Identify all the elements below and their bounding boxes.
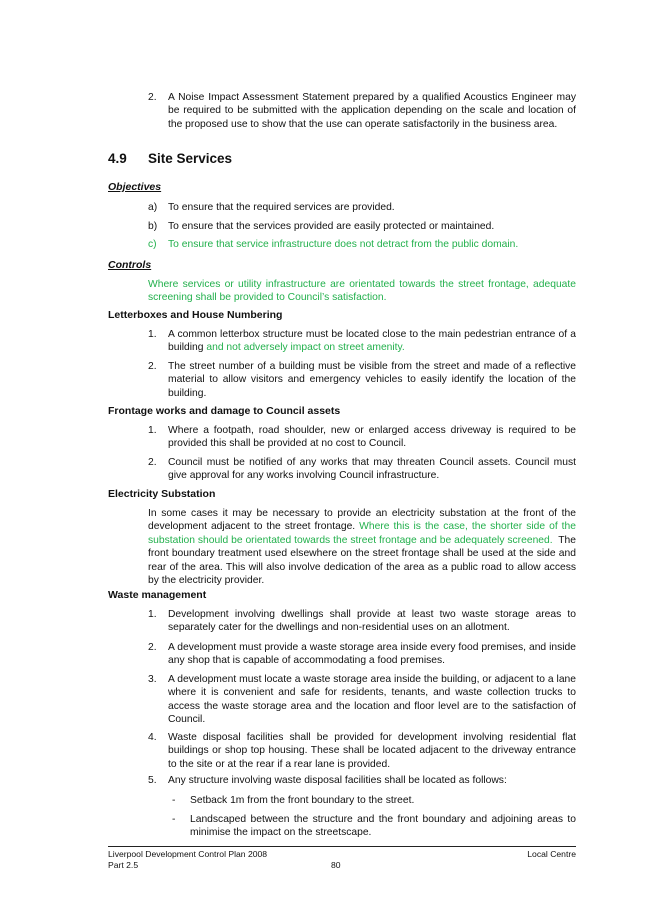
objective-text: To ensure that the services provided are easily protected or maintained. — [168, 221, 495, 232]
dash-item-text: Landscaped between the structure and the front boundary and adjoining areas to minimise the impact on the streetscape. — [190, 814, 576, 839]
controls-heading: Controls — [108, 259, 152, 271]
list-number: 2. — [148, 92, 157, 103]
objective-label: b) — [148, 221, 158, 232]
objective-text: To ensure that service infrastructure does not detract from the public domain. — [168, 239, 519, 250]
frontage-text: Where a footpath, road shoulder, new or enlarged access driveway is required to be provided this shall be provided at no cost to Council. — [168, 425, 576, 450]
list-number: 1. — [148, 609, 157, 620]
waste-text: Development involving dwellings shall provide at least two waste storage areas to separately cater for the dwellings and non-residential uses on an allotment. — [168, 609, 576, 634]
footer-rule — [108, 846, 576, 847]
electricity-text-a: In some cases it may be necessary to provide an electricity substation at the front of the development adjacent to the street frontage. — [148, 508, 576, 533]
dash-item-text: Setback 1m from the front boundary to the street. — [190, 795, 415, 806]
objective-text: To ensure that the required services are provided. — [168, 202, 395, 213]
letterboxes-heading: Letterboxes and House Numbering — [108, 309, 283, 321]
frontage-text: Council must be notified of any works that may threaten Council assets. Council must give approval for any works involving Council infrastructure. — [168, 457, 576, 482]
dash-marker: - — [172, 814, 176, 825]
list-number: 2. — [148, 457, 157, 468]
waste-text: Any structure involving waste disposal facilities shall be located as follows: — [168, 775, 507, 786]
list-number: 2. — [148, 361, 157, 372]
footer-doc-title: Liverpool Development Control Plan 2008 — [108, 849, 268, 859]
waste-text: Waste disposal facilities shall be provided for development involving residential flat buildings or shop top housing. These shall be located adjacent to the driveway entrance to the site or at the rear if a rear lane is provided. — [168, 732, 576, 770]
dash-marker: - — [172, 795, 176, 806]
electricity-text-amended: Where this is the case, the shorter side of the substation should be orientated towards the street frontage and be adequately screened. — [148, 521, 576, 546]
electricity-text-b: The front boundary treatment used elsewhere on the street frontage shall be used at the side and rear of the area. This will also involve dedication of the area as a public road to allow access by the electricity provider. — [148, 534, 576, 587]
waste-text: A development must provide a waste storage area inside every food premises, and inside any shop that is capable of accommodating a food premises. — [168, 642, 576, 667]
list-number: 5. — [148, 775, 157, 786]
list-number: 1. — [148, 329, 157, 340]
letterbox-text — [168, 328, 576, 355]
street-number-text: The street number of a building must be visible from the street and made of a reflective material to allow visitors and emergency vehicles to easily identify the location of the building. — [168, 361, 576, 399]
noise-assessment-text: A Noise Impact Assessment Statement prepared by a qualified Acoustics Engineer may be required to be submitted with the application depending on the scale and location of the proposed use to show that the use can operate satisfactorily in the business area. — [168, 92, 576, 130]
controls-text: Where services or utility infrastructure are orientated towards the street frontage, adequate screening shall be provided to Council’s satisfaction. — [148, 279, 576, 304]
frontage-heading: Frontage works and damage to Council assets — [108, 405, 341, 417]
electricity-text — [148, 507, 576, 587]
list-number: 1. — [148, 425, 157, 436]
footer-part: Part 2.5 — [108, 860, 139, 870]
section-heading — [108, 152, 232, 165]
list-number: 3. — [148, 674, 157, 685]
list-number: 4. — [148, 732, 157, 743]
electricity-heading: Electricity Substation — [108, 488, 216, 500]
footer-page-number: 80 — [331, 860, 341, 870]
letterbox-text-amended: and not adversely impact on street amenity. — [206, 342, 405, 354]
objective-label: a) — [148, 202, 158, 213]
section-number: 4.9 — [108, 151, 127, 166]
section-title: Site Services — [148, 151, 233, 166]
waste-text: A development must locate a waste storage area inside the building, or adjacent to a lane where it is convenient and safe for residents, tenants, and waste collection trucks to access the waste storage area and the location and floor level are to the satisfaction of Council. — [168, 674, 576, 726]
waste-heading: Waste management — [108, 589, 207, 601]
list-number: 2. — [148, 642, 157, 653]
footer-section: Local Centre — [527, 849, 576, 859]
letterbox-text-main: A common letterbox structure must be located close to the main pedestrian entrance of a building — [168, 329, 576, 354]
objective-label: c) — [148, 239, 157, 250]
objectives-heading: Objectives — [108, 181, 162, 193]
